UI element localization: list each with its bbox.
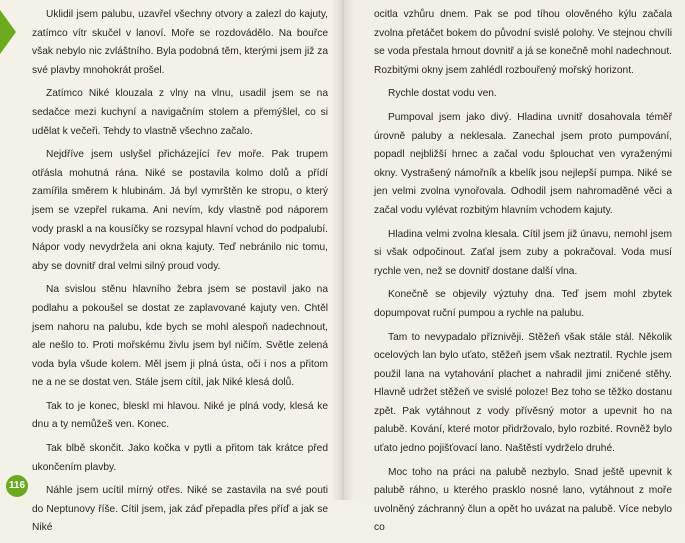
paragraph: Rychle dostat vodu ven.	[388, 88, 497, 100]
paragraph: Tak blbě skončit. Jako kočka v pytli a přitom tak krátce před ukončením plavby.	[32, 443, 328, 473]
page-number: 116	[6, 475, 28, 497]
paragraph: Zatímco Niké klouzala z vlny na vlnu, usadil jsem se na sedačce mezi kuchyní a navigačním stolem a přemýšlel, co si udělat k večeři. Tehdy to vlastně všechno začalo.	[32, 88, 328, 137]
left-text-column	[32, 6, 328, 543]
paragraph: Na svislou stěnu hlavního žebra jsem se postavil jako na podlahu a pokoušel se dostat ze zaplavované kajuty ven. Chtěl jsem nahoru na palubu, kde bych se mohl alespoň nadechnout, ale nešlo to. Proti mořskému živlu jsem byl ničím. Světle zelená voda byla všude kolem. Měl jsem ji plná ústa, oči i nos a přitom ne a ne se dostat ven. Stále jsem cítil, jak Niké klesá dolů.	[32, 284, 328, 389]
paragraph: Náhle jsem ucítil mírný otřes. Niké se zastavila na své pouti do Neptunovy říše. Cítil jsem, jak záď přepadla přes příď a jak se Niké	[32, 485, 328, 534]
right-text-column	[374, 6, 672, 543]
paragraph: Konečně se objevily výztuhy dna. Teď jsem mohl zbytek dopumpovat ruční pumpou a rychle na palubu.	[374, 289, 672, 319]
paragraph: Moc toho na práci na palubě nezbylo. Snad ještě upevnit k palubě ráhno, u kterého prasklo nosné lano, vytáhnout z moře uvolněný záchranný člun a opět ho uvázat na palubě. Více nebylo co	[374, 466, 672, 534]
chapter-tab-marker	[0, 10, 16, 54]
book-gutter	[332, 0, 354, 500]
paragraph: ocitla vzhůru dnem. Pak se pod tíhou olověného kýlu začala zvolna přetáčet bokem do původní svislé polohy. Ve stejnou chvíli se voda přestala hrnout dovnitř a já se konečně mohl nadechnout. Rozbitými okny jsem zahlédl rozbouřený mořský horizont.	[374, 9, 672, 76]
paragraph: Nejdříve jsem uslyšel přicházející řev moře. Pak trupem otřásla mohutná rána. Niké se postavila kolmo dolů a přídí zamířila směrem k hlubinám. Já byl vymrštěn ke stropu, o který jsem se vzepřel rukama. Ani nevím, kdy vlastně pod náporem vody praskl a na kousíčky se rozsypal hlavní vchod do podpalubí. Nápor vody nevydržela ani okna kajuty. Teď nebránilo nic tomu, aby se dovnitř dral velmi silný proud vody.	[32, 149, 328, 272]
paragraph: Pumpoval jsem jako divý. Hladina uvnitř dosahovala téměř úrovně paluby a neklesala. Zanechal jsem proto pumpování, popadl nejbližší hrnec a začal vodu šplouchat ven vyraženými okny. Vystrašený námořník a kbelík jsou nejlepší pumpa. Niké se jen velmi zvolna vynořovala. Odhodil jsem nahromaděné věci a začal vodu vylévat rozbitým hlavním vchodem kajuty.	[374, 111, 672, 216]
paragraph: Hladina velmi zvolna klesala. Cítil jsem již únavu, nemohl jsem si však odpočinout. Zaťal jsem zuby a pokračoval. Voda musí rychle ven, než se dovnitř dostane další vlna.	[374, 228, 672, 277]
paragraph: Tak to je konec, bleskl mi hlavou. Niké je plná vody, klesá ke dnu a ty nemůžeš ven. Konec.	[32, 400, 328, 431]
paragraph: Tam to nevypadalo příznivěji. Stěžeň však stále stál. Několik ocelových lan bylo uťato, stěžeň jsem však neztratil. Rychle jsem použil lana na vytahování plachet a nahradil jimi zničené stěhy. Hlavně udržet stěžeň ve svislé poloze! Bez toho se těžko dostanu zpět. Pak vytáhnout z vody přívěsný motor a upevnit ho na palubě. Kování, které motor přidržovalo, bylo rozbité. Rovněž bylo uťato jedno pojišťovací lano. Naštěstí vydrželo druhé.	[374, 331, 672, 455]
paragraph: Uklidil jsem palubu, uzavřel všechny otvory a zalezl do kajuty, zatímco vítr skučel v lanoví. Moře se rozdovádělo. Na bouřce však nebylo nic zvláštního. Byla podobná těm, kterými jsem již za své plavby mnohokrát prošel.	[32, 9, 328, 76]
